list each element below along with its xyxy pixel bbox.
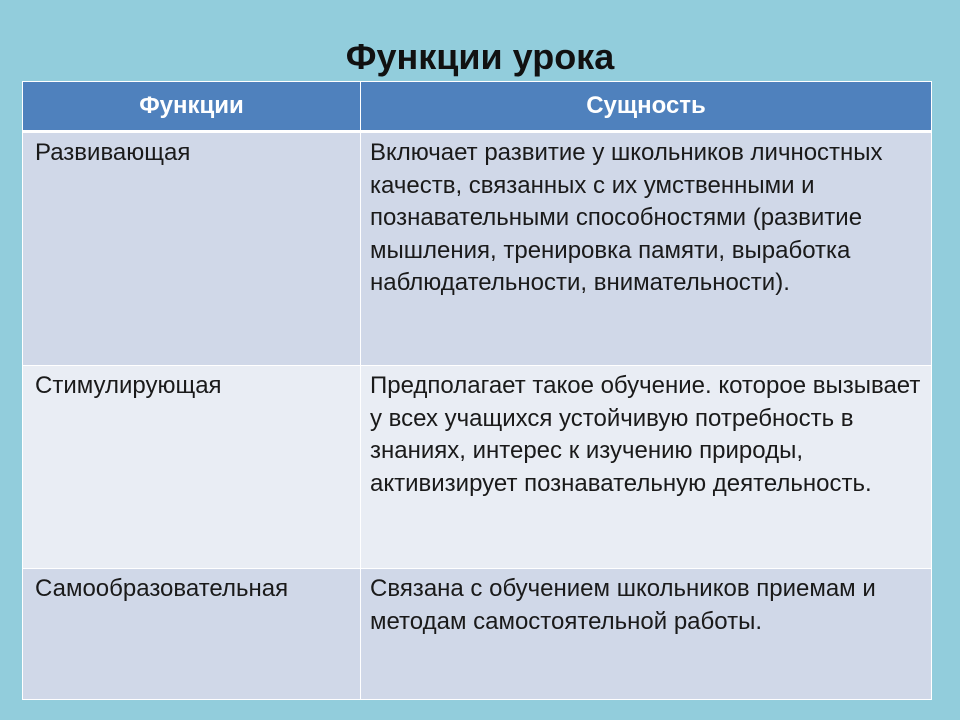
function-name-cell: Стимулирующая — [23, 366, 361, 569]
function-essence-cell: Включает развитие у школьников личностных качеств, связанных с их умственными и познавательными способностями (развитие мышления, тренировка памяти, выработка наблюдательности, внимательности). — [361, 132, 932, 366]
table-row — [23, 569, 932, 700]
functions-table — [22, 81, 932, 700]
slide-title: Функции урока — [345, 36, 615, 77]
table-header-row — [23, 82, 932, 132]
header-functions: Функции — [23, 82, 361, 132]
function-name-cell: Развивающая — [23, 132, 361, 366]
function-name-cell: Самообразовательная — [23, 569, 361, 700]
function-essence-cell: Предполагает такое обучение. которое вызывает у всех учащихся устойчивую потребность в знаниях, интерес к изучению природы, активизирует познавательную деятельность. — [361, 366, 932, 569]
header-essence: Сущность — [361, 82, 932, 132]
function-essence-cell: Связана с обучением школьников приемам и методам самостоятельной работы. — [361, 569, 932, 700]
table-row — [23, 132, 932, 366]
table-row — [23, 366, 932, 569]
